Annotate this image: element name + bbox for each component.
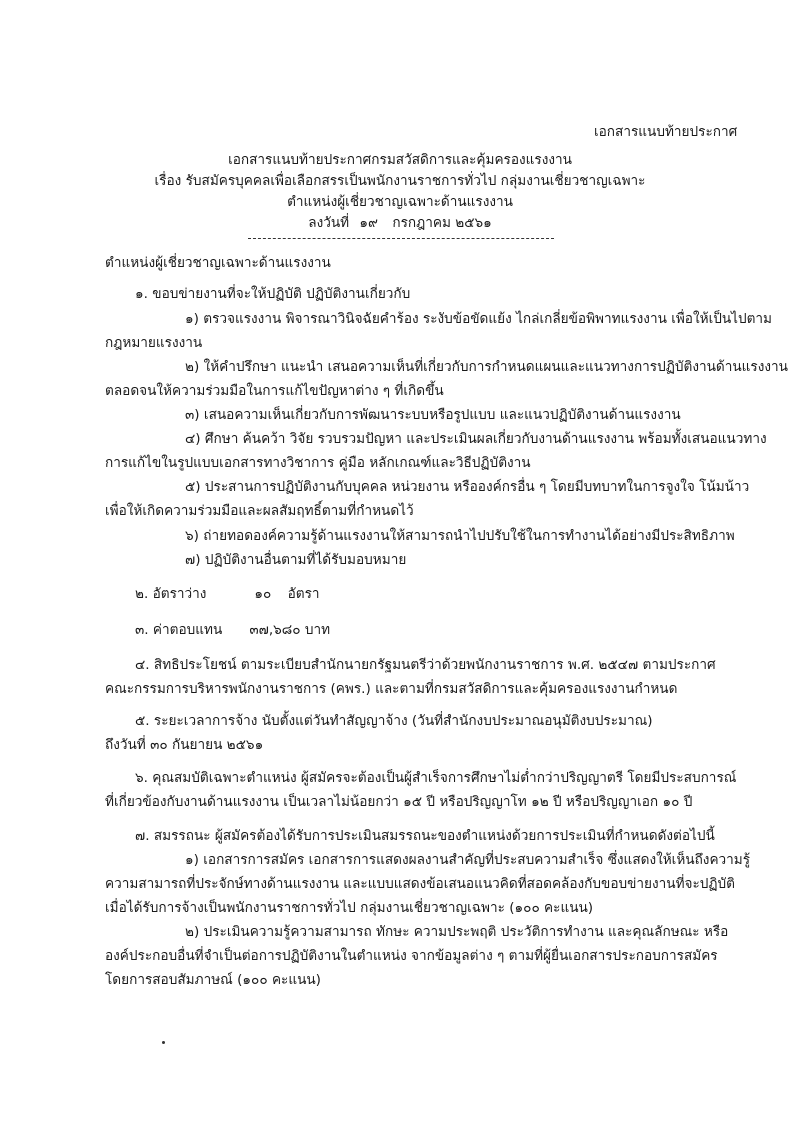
s1-item-7: ๗) ปฏิบัติงานอื่นตามที่ได้รับมอบหมาย [185,552,407,568]
date-day: ๑๙ [359,215,379,231]
header-line-3: ตำแหน่งผู้เชี่ยวชาญเฉพาะด้านแรงงาน [287,194,513,210]
header-line-2: เรื่อง รับสมัครบุคคลเพื่อเลือกสรรเป็นพนักงานราชการทั่วไป กลุ่มงานเชี่ยวชาญเฉพาะ [154,173,646,189]
s7-item-1-line-2: ความสามารถที่ประจักษ์ทางด้านแรงงาน และแบบแสดงข้อเสนอแนวคิดที่สอดคล้องกับขอบข่ายงานที่จะปฏิบัติ [105,876,736,892]
s7-item-1-line-1: ๑) เอกสารการสมัคร เอกสารการแสดงผลงานสำคัญที่ประสบความสำเร็จ ซึ่งแสดงให้เห็นถึงความรู้ [185,852,751,868]
s7-item-2-line-3: โดยการสอบสัมภาษณ์ (๑๐๐ คะแนน) [105,972,321,988]
section-6-line-1: ๖. คุณสมบัติเฉพาะตำแหน่ง ผู้สมัครจะต้องเป็นผู้สำเร็จการศึกษาไม่ต่ำกว่าปริญญาตรี โดยมีประสบการณ์ [135,770,737,786]
position-title: ตำแหน่งผู้เชี่ยวชาญเฉพาะด้านแรงงาน [105,255,331,271]
s1-item-5: ๕) ประสานการปฏิบัติงานกับบุคคล หน่วยงาน หรือองค์กรอื่น ๆ โดยมีบทบาทในการจูงใจ โน้มน้าว [185,479,750,495]
compensation-value: ๓๗,๖๘๐ บาท [249,622,331,638]
s1-item-1-cont: กฎหมายแรงงาน [105,335,203,351]
s1-item-5-cont: เพื่อให้เกิดความร่วมมือและผลสัมฤทธิ์ตามที่กำหนดไว้ [105,503,414,519]
s1-item-4-cont: การแก้ไขในรูปแบบเอกสารทางวิชาการ คู่มือ หลักเกณฑ์และวิธีปฏิบัติงาน [105,455,531,471]
s1-item-3: ๓) เสนอความเห็นเกี่ยวกับการพัฒนาระบบหรือรูปแบบ และแนวปฏิบัติงานด้านแรงงาน [185,407,681,423]
section-5-line-1: ๕. ระยะเวลาการจ้าง นับตั้งแต่วันทำสัญญาจ้าง (วันที่สำนักงบประมาณอนุมัติงบประมาณ) [135,713,653,729]
scan-speck [162,1041,165,1044]
header-date [0,213,800,233]
s1-item-1: ๑) ตรวจแรงงาน พิจารณาวินิจฉัยคำร้อง ระงับข้อขัดแย้ง ไกล่เกลี่ยข้อพิพาทแรงงาน เพื่อให้เป็นไปตาม [185,311,773,327]
header-divider [248,238,554,239]
section-7-heading: ๗. สมรรถนะ ผู้สมัครต้องได้รับการประเมินสมรรถนะของตำแหน่งด้วยการประเมินที่กำหนดดังต่อไปนี้ [135,828,715,844]
s7-item-2-line-1: ๒) ประเมินความรู้ความสามารถ ทักษะ ความประพฤติ ประวัติการทำงาน และคุณลักษณะ หรือ [185,924,729,940]
date-prefix: ลงวันที่ [308,215,350,231]
s7-item-1-line-3: เมื่อได้รับการจ้างเป็นพนักงานราชการทั่วไป กลุ่มงานเชี่ยวชาญเฉพาะ (๑๐๐ คะแนน) [105,900,594,916]
section-4-line-1: ๔. สิทธิประโยชน์ ตามระเบียบสำนักนายกรัฐมนตรีว่าด้วยพนักงานราชการ พ.ศ. ๒๕๔๗ ตามประกาศ [135,657,716,673]
section-5-line-2: ถึงวันที่ ๓๐ กันยายน ๒๕๖๑ [105,737,264,753]
s1-item-2-cont: ตลอดจนให้ความร่วมมือในการแก้ไขปัญหาต่าง ๆ ที่เกิดขึ้น [105,383,444,399]
section-2-vacancies [135,584,320,604]
s1-item-6: ๖) ถ่ายทอดองค์ความรู้ด้านแรงงานให้สามารถนำไปปรับใช้ในการทำงานได้อย่างมีประสิทธิภาพ [185,528,735,544]
s1-item-2: ๒) ให้คำปรึกษา แนะนำ เสนอความเห็นที่เกี่ยวกับการกำหนดแผนและแนวทางการปฏิบัติงานด้านแรงงาน [185,359,788,375]
date-month-year: กรกฎาคม ๒๕๖๑ [392,215,492,231]
vacancies-value: ๑๐ [254,586,272,602]
section-4-line-2: คณะกรรมการบริหารพนักงานราชการ (คพร.) และตามที่กรมสวัสดิการและคุ้มครองแรงงานกำหนด [105,681,678,697]
s7-item-2-line-2: องค์ประกอบอื่นที่จำเป็นต่อการปฏิบัติงานในตำแหน่ง จากข้อมูลต่าง ๆ ตามที่ผู้ยื่นเอกสารประกอบการสมัคร [105,948,718,964]
vacancies-label: ๒. อัตราว่าง [135,586,207,602]
s1-item-4: ๔) ศึกษา ค้นคว้า วิจัย รวบรวมปัญหา และประเมินผลเกี่ยวกับงานด้านแรงงาน พร้อมทั้งเสนอแนวทาง [185,431,767,447]
section-6-line-2: ที่เกี่ยวข้องกับงานด้านแรงงาน เป็นเวลาไม่น้อยกว่า ๑๕ ปี หรือปริญญาโท ๑๒ ปี หรือปริญญาเอก ๑๐ ปี [105,794,693,810]
section-1-heading: ๑. ขอบข่ายงานที่จะให้ปฏิบัติ ปฏิบัติงานเกี่ยวกับ [135,286,411,302]
attachment-label: เอกสารแนบท้ายประกาศ [594,124,738,140]
compensation-label: ๓. ค่าตอบแทน [135,622,223,638]
section-3-compensation [135,620,330,640]
header-line-1: เอกสารแนบท้ายประกาศกรมสวัสดิการและคุ้มครองแรงงาน [228,152,572,168]
vacancies-unit: อัตรา [287,586,320,602]
